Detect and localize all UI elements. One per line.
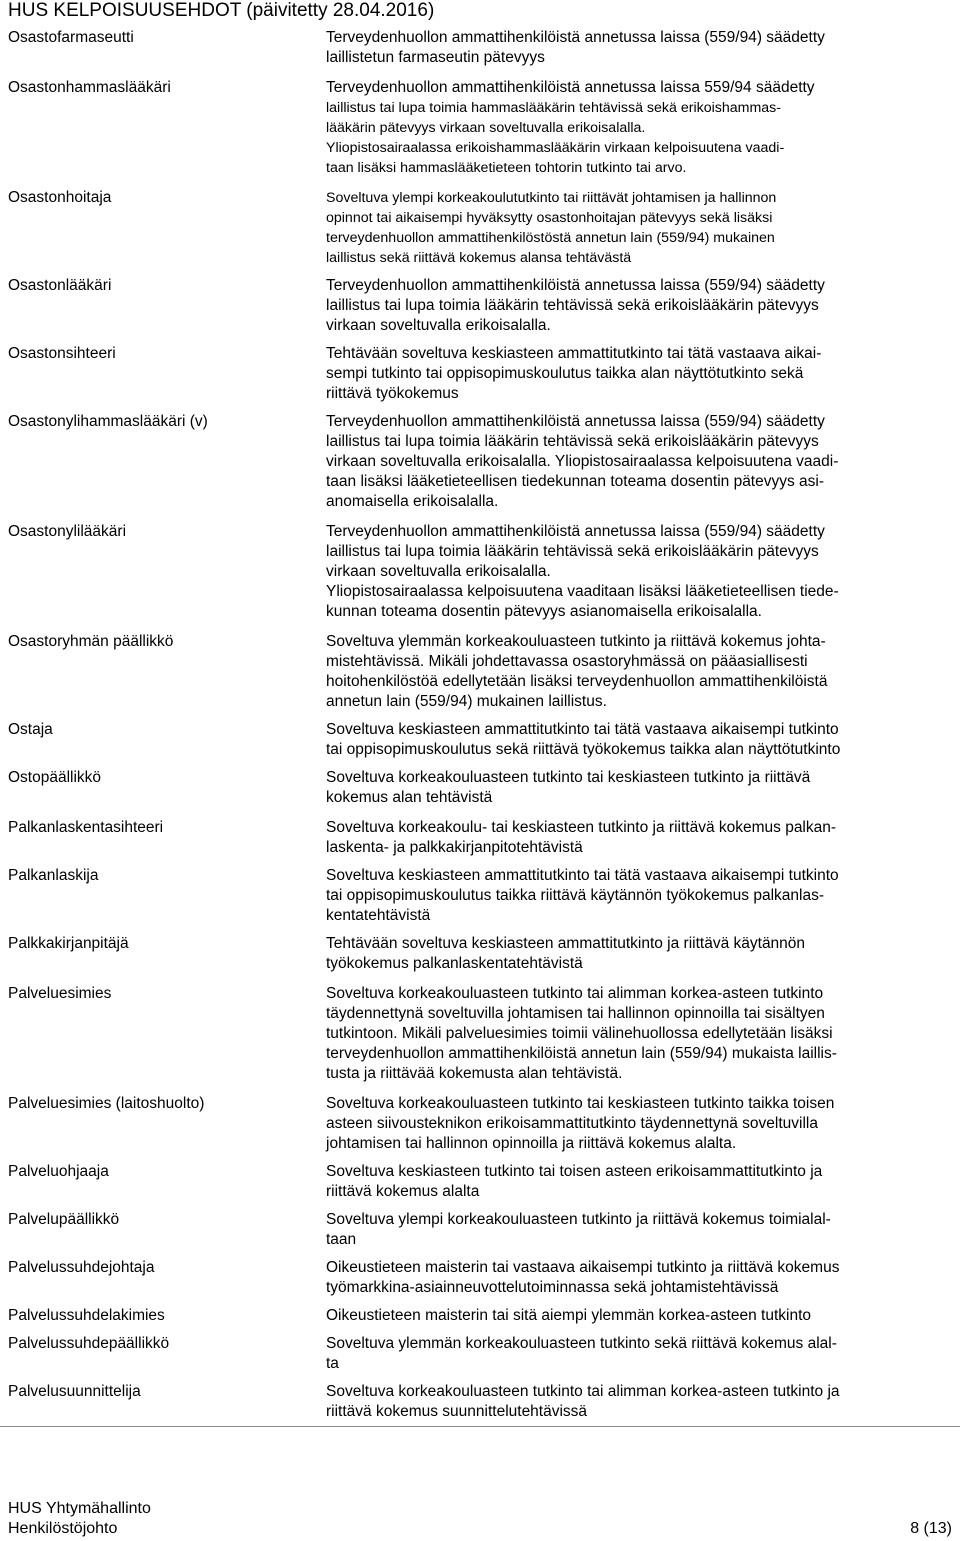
qualification-requirements xyxy=(326,984,918,1084)
position-title: Palvelupäällikkö xyxy=(8,1211,120,1228)
requirement-line: Terveydenhuollon ammattihenkilöistä annetussa laissa (559/94) säädetty xyxy=(326,523,825,540)
requirement-line: ta xyxy=(326,1355,339,1372)
position-title: Ostopäällikkö xyxy=(8,769,102,786)
requirement-line: terveydenhuollon ammattihenkilöstöstä annetun lain (559/94) mukainen xyxy=(326,230,775,246)
requirement-line: kokemus alan tehtävistä xyxy=(326,789,493,806)
qualification-requirements xyxy=(326,412,918,512)
requirement-line: Oikeustieteen maisterin tai vastaava aikaisempi tutkinto ja riittävä kokemus xyxy=(326,1259,840,1276)
qualification-requirements xyxy=(326,78,918,178)
position-title: Osastonylihammaslääkäri (v) xyxy=(8,413,208,430)
position-title: Osastofarmaseutti xyxy=(8,29,134,46)
requirement-line: johtamisen tai hallinnon opinnoilla ja riittävä kokemus alalta. xyxy=(326,1135,737,1152)
qualification-requirements xyxy=(326,1162,918,1202)
qualification-requirements xyxy=(326,768,918,808)
requirement-line: Soveltuva korkeakouluasteen tutkinto tai keskiasteen tutkinto ja riittävä xyxy=(326,769,811,786)
requirement-line: laillistus tai lupa toimia lääkärin tehtävissä sekä erikoislääkärin pätevyys xyxy=(326,297,819,314)
requirement-line: kunnan toteama dosentin pätevyys asianomaisella erikoisalalla. xyxy=(326,603,762,620)
requirement-line: tutkintoon. Mikäli palveluesimies toimii välinehuollossa edellytetään lisäksi xyxy=(326,1025,833,1042)
requirement-line: Soveltuva keskiasteen ammattitutkinto tai tätä vastaava aikaisempi tutkinto xyxy=(326,721,839,738)
qualification-requirements xyxy=(326,522,918,622)
qualification-requirements xyxy=(326,866,918,926)
qualification-requirements xyxy=(326,1210,918,1250)
requirement-line: tai oppisopimuskoulutus taikka riittävä käytännön työkokemus palkanlas- xyxy=(326,887,824,904)
position-title: Palkanlaskija xyxy=(8,867,99,884)
position-title: Palveluesimies (laitoshuolto) xyxy=(8,1095,205,1112)
requirement-line: Soveltuva korkeakouluasteen tutkinto tai alimman korkea-asteen tutkinto xyxy=(326,985,824,1002)
position-title: Osastonhoitaja xyxy=(8,189,112,206)
position-title: Palvelussuhdelakimies xyxy=(8,1307,165,1324)
requirement-line: mistehtävissä. Mikäli johdettavassa osastoryhmässä on pääasiallisesti xyxy=(326,653,808,670)
requirement-line: Soveltuva keskiasteen ammattitutkinto tai tätä vastaava aikaisempi tutkinto xyxy=(326,867,839,884)
qualification-requirements xyxy=(326,632,918,712)
position-title: Palvelussuhdepäällikkö xyxy=(8,1335,170,1352)
position-title: Osastoryhmän päällikkö xyxy=(8,633,174,650)
requirement-line: laskenta- ja palkkakirjanpitotehtävistä xyxy=(326,839,583,856)
qualification-requirements xyxy=(326,276,918,336)
position-title: Osastonlääkäri xyxy=(8,277,112,294)
qualification-requirements xyxy=(326,1334,918,1374)
qualification-requirements xyxy=(326,344,918,404)
qualification-requirements xyxy=(326,188,918,268)
requirement-line: Soveltuva ylemmän korkeakouluasteen tutkinto ja riittävä kokemus johta- xyxy=(326,633,826,650)
requirement-line: riittävä kokemus alalta xyxy=(326,1183,480,1200)
requirement-line: Soveltuva ylempi korkeakouluasteen tutkinto ja riittävä kokemus toimialal- xyxy=(326,1211,831,1228)
requirement-line: virkaan soveltuvalla erikoisalalla. xyxy=(326,563,551,580)
requirement-line: täydennettynä soveltuvilla johtamisen tai hallinnon opinnoilla tai sisältyen xyxy=(326,1005,825,1022)
requirement-line: työmarkkina-asiainneuvottelutoiminnassa sekä johtamistehtävissä xyxy=(326,1279,779,1296)
requirement-line: tai oppisopimuskoulutus sekä riittävä työkokemus taikka alan näyttötutkinto xyxy=(326,741,841,758)
position-title: Palkkakirjanpitäjä xyxy=(8,935,129,952)
footer-page-number: 8 (13) xyxy=(910,1520,952,1537)
position-title: Palvelussuhdejohtaja xyxy=(8,1259,155,1276)
qualification-requirements xyxy=(326,1258,918,1298)
requirement-line: riittävä kokemus suunnittelutehtävissä xyxy=(326,1403,588,1420)
requirement-line: Terveydenhuollon ammattihenkilöistä annetussa laissa (559/94) säädetty xyxy=(326,29,825,46)
requirement-line: Terveydenhuollon ammattihenkilöistä annetussa laissa 559/94 säädetty xyxy=(326,79,815,96)
requirement-line: laillistetun farmaseutin pätevyys xyxy=(326,49,545,66)
position-title: Palveluesimies xyxy=(8,985,112,1002)
requirement-line: taan lisäksi lääketieteellisen tiedekunnan toteama dosentin pätevyys asi- xyxy=(326,473,825,490)
position-title: Palkanlaskentasihteeri xyxy=(8,819,164,836)
requirement-line: Soveltuva korkeakouluasteen tutkinto tai alimman korkea-asteen tutkinto ja xyxy=(326,1383,840,1400)
requirement-line: Terveydenhuollon ammattihenkilöistä annetussa laissa (559/94) säädetty xyxy=(326,413,825,430)
requirement-line: tusta ja riittävää kokemusta alan tehtävistä. xyxy=(326,1065,623,1082)
requirement-line: riittävä työkokemus xyxy=(326,385,459,402)
requirement-line: Soveltuva korkeakoulu- tai keskiasteen tutkinto ja riittävä kokemus palkan- xyxy=(326,819,837,836)
requirement-line: taan lisäksi hammaslääketieteen tohtorin tutkinto tai arvo. xyxy=(326,160,687,176)
position-title: Ostaja xyxy=(8,721,53,738)
requirement-line: Yliopistosairaalassa kelpoisuutena vaaditaan lisäksi lääketieteellisen tiede- xyxy=(326,583,839,600)
requirement-line: Soveltuva korkeakouluasteen tutkinto tai keskiasteen tutkinto taikka toisen xyxy=(326,1095,835,1112)
position-title: Osastonylilääkäri xyxy=(8,523,127,540)
requirement-line: annetun lain (559/94) mukainen laillistus. xyxy=(326,693,607,710)
requirement-line: laillistus sekä riittävä kokemus alansa tehtävästä xyxy=(326,250,632,266)
requirement-line: laillistus tai lupa toimia hammaslääkärin tehtävissä sekä erikoishammas- xyxy=(326,100,781,116)
qualification-requirements xyxy=(326,934,918,974)
requirement-line: virkaan soveltuvalla erikoisalalla. Yliopistosairaalassa kelpoisuutena vaadi- xyxy=(326,453,839,470)
requirement-line: opinnot tai aikaisempi hyväksytty osastonhoitajan pätevyys sekä lisäksi xyxy=(326,210,773,226)
requirement-line: sempi tutkinto tai oppisopimuskoulutus taikka alan näyttötutkinto sekä xyxy=(326,365,804,382)
requirement-line: kentatehtävistä xyxy=(326,907,431,924)
qualification-requirements xyxy=(326,1382,918,1422)
requirement-line: Soveltuva ylemmän korkeakouluasteen tutkinto sekä riittävä kokemus alal- xyxy=(326,1335,837,1352)
requirement-line: laillistus tai lupa toimia lääkärin tehtävissä sekä erikoislääkärin pätevyys xyxy=(326,543,819,560)
requirement-line: Tehtävään soveltuva keskiasteen ammattitutkinto tai tätä vastaava aikai- xyxy=(326,345,822,362)
requirement-line: Oikeustieteen maisterin tai sitä aiempi ylemmän korkea-asteen tutkinto xyxy=(326,1307,812,1324)
requirement-line: virkaan soveltuvalla erikoisalalla. xyxy=(326,317,551,334)
requirement-line: anomaisella erikoisalalla. xyxy=(326,493,499,510)
footer-organization: HUS Yhtymähallinto xyxy=(8,1500,151,1517)
position-title: Osastonhammaslääkäri xyxy=(8,79,171,96)
requirement-line: asteen siivousteknikon erikoisammattitutkinto täydennettynä soveltuvilla xyxy=(326,1115,818,1132)
qualification-requirements xyxy=(326,818,918,858)
requirement-line: työkokemus palkanlaskentatehtävistä xyxy=(326,955,583,972)
requirement-line: lääkärin pätevyys virkaan soveltuvalla erikoisalalla. xyxy=(326,120,646,136)
requirement-line: Terveydenhuollon ammattihenkilöistä annetussa laissa (559/94) säädetty xyxy=(326,277,825,294)
document-title: HUS KELPOISUUSEHDOT (päivitetty 28.04.2016) xyxy=(8,0,435,21)
qualification-requirements xyxy=(326,1094,918,1154)
qualification-requirements xyxy=(326,28,918,68)
requirement-line: Soveltuva keskiasteen tutkinto tai toisen asteen erikoisammattitutkinto ja xyxy=(326,1163,823,1180)
requirement-line: Soveltuva ylempi korkeakoulututkinto tai riittävät johtamisen ja hallinnon xyxy=(326,190,777,206)
position-title: Osastonsihteeri xyxy=(8,345,116,362)
footer-department: Henkilöstöjohto xyxy=(8,1520,118,1537)
position-title: Palvelusuunnittelija xyxy=(8,1383,141,1400)
requirement-line: hoitohenkilöstöä edellytetään lisäksi terveydenhuollon ammattihenkilöistä xyxy=(326,673,828,690)
table-bottom-border xyxy=(0,1426,960,1427)
requirement-line: terveydenhuollon ammattihenkilöistä annetun lain (559/94) mukaista laillis- xyxy=(326,1045,837,1062)
qualification-requirements xyxy=(326,720,918,760)
requirement-line: Yliopistosairaalassa erikoishammaslääkärin virkaan kelpoisuutena vaadi- xyxy=(326,140,785,156)
position-title: Palveluohjaaja xyxy=(8,1163,109,1180)
requirement-line: taan xyxy=(326,1231,357,1248)
requirement-line: laillistus tai lupa toimia lääkärin tehtävissä sekä erikoislääkärin pätevyys xyxy=(326,433,819,450)
qualification-requirements xyxy=(326,1306,918,1326)
requirement-line: Tehtävään soveltuva keskiasteen ammattitutkinto ja riittävä käytännön xyxy=(326,935,806,952)
